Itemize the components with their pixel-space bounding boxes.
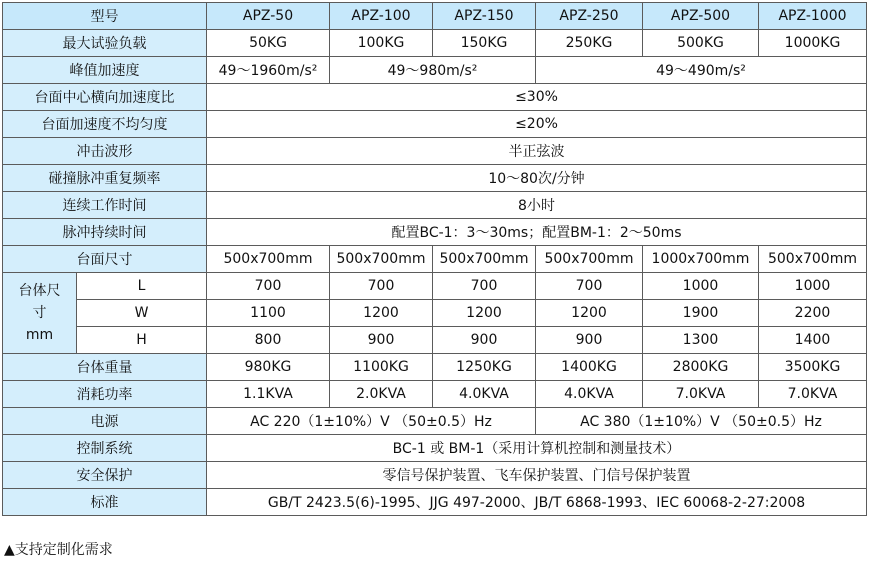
- model-cell: APZ-250: [536, 3, 643, 30]
- row-label: 最大试验负载: [3, 30, 207, 57]
- value-cell: 700: [433, 273, 536, 300]
- value-cell: 1300: [643, 327, 759, 354]
- power-row: [3, 381, 867, 408]
- row-label: 台面尺寸: [3, 246, 207, 273]
- value-cell: ≤20%: [207, 111, 867, 138]
- peak-accel-row: [3, 57, 867, 84]
- value-cell: 500x700mm: [207, 246, 330, 273]
- body-size-row-l: [3, 273, 867, 300]
- value-cell: 2.0KVA: [330, 381, 433, 408]
- body-size-label-line: 寸: [32, 305, 47, 321]
- row-label: 连续工作时间: [3, 192, 207, 219]
- value-cell: AC 220（1±10%）V （50±0.5）Hz: [207, 408, 536, 435]
- value-cell: 1.1KVA: [207, 381, 330, 408]
- model-cell: APZ-150: [433, 3, 536, 30]
- value-cell: 900: [330, 327, 433, 354]
- value-cell: 1000KG: [759, 30, 867, 57]
- frequency-row: [3, 165, 867, 192]
- value-cell: GB/T 2423.5(6)-1995、JJG 497-2000、JB/T 6868-1993、IEC 60068-2-27:2008: [207, 489, 867, 516]
- model-cell: APZ-500: [643, 3, 759, 30]
- safety-row: [3, 462, 867, 489]
- value-cell: 1400: [759, 327, 867, 354]
- value-cell: BC-1 或 BM-1（采用计算机控制和测量技术）: [207, 435, 867, 462]
- spec-table: [2, 2, 867, 516]
- continuous-time-row: [3, 192, 867, 219]
- row-label: 台面中心横向加速度比: [3, 84, 207, 111]
- value-cell: 1000x700mm: [643, 246, 759, 273]
- value-cell: 2800KG: [643, 354, 759, 381]
- pulse-duration-row: [3, 219, 867, 246]
- value-cell: 8小时: [207, 192, 867, 219]
- row-label: 安全保护: [3, 462, 207, 489]
- value-cell: 零信号保护装置、飞车保护装置、门信号保护装置: [207, 462, 867, 489]
- value-cell: 1200: [433, 300, 536, 327]
- value-cell: 4.0KVA: [536, 381, 643, 408]
- value-cell: 1100KG: [330, 354, 433, 381]
- value-cell: 1900: [643, 300, 759, 327]
- body-weight-row: [3, 354, 867, 381]
- value-cell: 49～490m/s²: [536, 57, 867, 84]
- value-cell: 4.0KVA: [433, 381, 536, 408]
- value-cell: AC 380（1±10%）V （50±0.5）Hz: [536, 408, 867, 435]
- value-cell: 1400KG: [536, 354, 643, 381]
- value-cell: 800: [207, 327, 330, 354]
- row-label: 电源: [3, 408, 207, 435]
- dimension-label: W: [77, 300, 207, 327]
- value-cell: 500KG: [643, 30, 759, 57]
- row-label: 消耗功率: [3, 381, 207, 408]
- value-cell: 配置BC-1：3～30ms；配置BM-1：2～50ms: [207, 219, 867, 246]
- value-cell: 1200: [536, 300, 643, 327]
- body-size-label-line: mm: [25, 327, 54, 343]
- value-cell: 900: [536, 327, 643, 354]
- body-size-label: [3, 273, 77, 354]
- value-cell: 700: [536, 273, 643, 300]
- model-cell: APZ-50: [207, 3, 330, 30]
- row-label: 台面加速度不均匀度: [3, 111, 207, 138]
- control-row: [3, 435, 867, 462]
- row-label: 峰值加速度: [3, 57, 207, 84]
- row-label: 控制系统: [3, 435, 207, 462]
- value-cell: 1200: [330, 300, 433, 327]
- lateral-ratio-row: [3, 84, 867, 111]
- standard-row: [3, 489, 867, 516]
- value-cell: 1000: [759, 273, 867, 300]
- model-cell: APZ-1000: [759, 3, 867, 30]
- value-cell: 2200: [759, 300, 867, 327]
- value-cell: 10～80次/分钟: [207, 165, 867, 192]
- value-cell: ≤30%: [207, 84, 867, 111]
- value-cell: 49～980m/s²: [330, 57, 536, 84]
- value-cell: 700: [330, 273, 433, 300]
- value-cell: 250KG: [536, 30, 643, 57]
- row-label: 台体重量: [3, 354, 207, 381]
- nonuniformity-row: [3, 111, 867, 138]
- body-size-label-line: 台体尺: [18, 283, 61, 299]
- value-cell: 500x700mm: [536, 246, 643, 273]
- model-label: 型号: [3, 3, 207, 30]
- value-cell: 1250KG: [433, 354, 536, 381]
- value-cell: 1000: [643, 273, 759, 300]
- row-label: 标准: [3, 489, 207, 516]
- value-cell: 980KG: [207, 354, 330, 381]
- body-size-row-w: [3, 300, 867, 327]
- value-cell: 150KG: [433, 30, 536, 57]
- value-cell: 700: [207, 273, 330, 300]
- row-label: 脉冲持续时间: [3, 219, 207, 246]
- value-cell: 7.0KVA: [759, 381, 867, 408]
- waveform-row: [3, 138, 867, 165]
- model-cell: APZ-100: [330, 3, 433, 30]
- value-cell: 1100: [207, 300, 330, 327]
- body-size-row-h: [3, 327, 867, 354]
- max-load-row: [3, 30, 867, 57]
- value-cell: 49～1960m/s²: [207, 57, 330, 84]
- value-cell: 500x700mm: [330, 246, 433, 273]
- value-cell: 7.0KVA: [643, 381, 759, 408]
- value-cell: 500x700mm: [433, 246, 536, 273]
- dimension-label: L: [77, 273, 207, 300]
- value-cell: 3500KG: [759, 354, 867, 381]
- table-size-row: [3, 246, 867, 273]
- value-cell: 100KG: [330, 30, 433, 57]
- row-label: 冲击波形: [3, 138, 207, 165]
- value-cell: 50KG: [207, 30, 330, 57]
- header-row: [3, 3, 867, 30]
- dimension-label: H: [77, 327, 207, 354]
- supply-row: [3, 408, 867, 435]
- value-cell: 500x700mm: [759, 246, 867, 273]
- footnote: ▲支持定制化需求: [4, 542, 113, 558]
- value-cell: 半正弦波: [207, 138, 867, 165]
- value-cell: 900: [433, 327, 536, 354]
- row-label: 碰撞脉冲重复频率: [3, 165, 207, 192]
